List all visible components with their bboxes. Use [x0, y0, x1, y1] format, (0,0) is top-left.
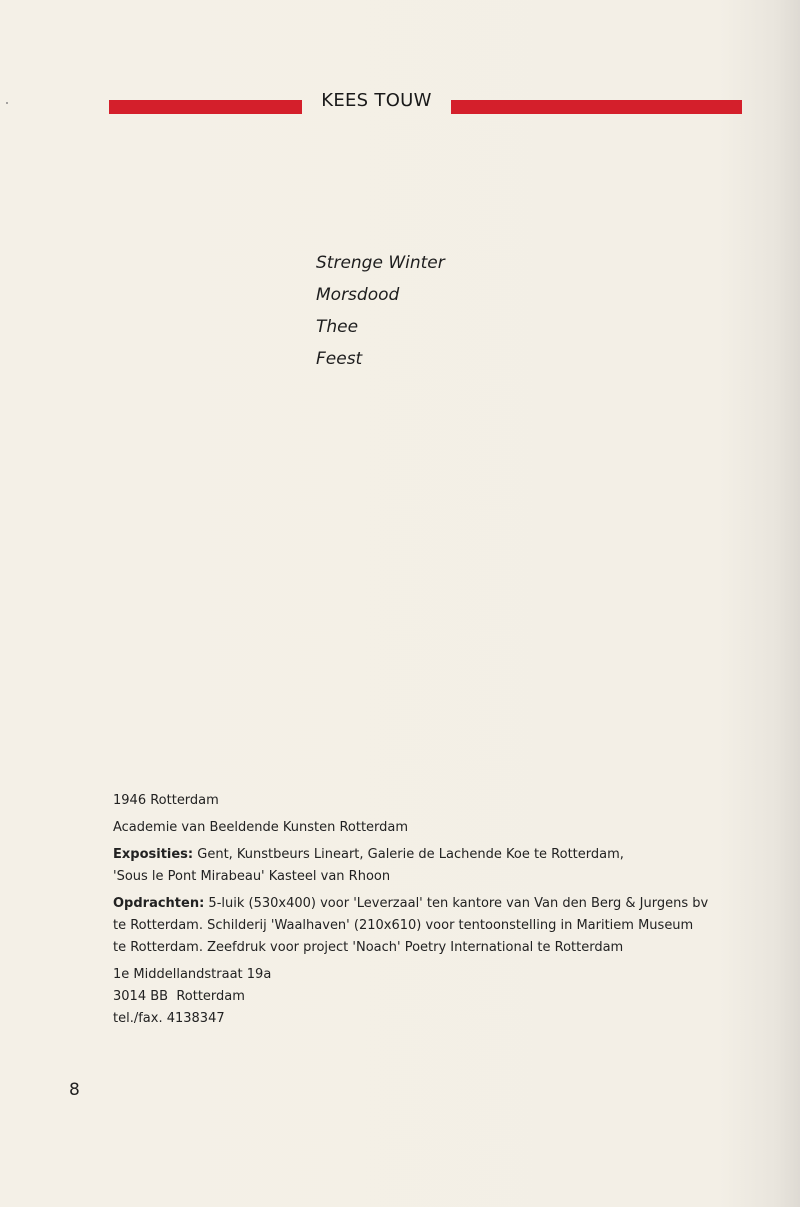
address-phone: tel./fax. 4138347 [113, 1011, 225, 1026]
commissions-text-line1: 5-luik (530x400) voor 'Leverzaal' ten kantore van Van den Berg & Jurgens bv [204, 896, 709, 911]
address-city: 3014 BB Rotterdam [113, 989, 245, 1004]
artist-bio [113, 790, 753, 1035]
exhibitions-text-line1: Gent, Kunstbeurs Lineart, Galerie de Lachende Koe te Rotterdam, [193, 847, 624, 862]
address-street: 1e Middellandstraat 19a [113, 967, 272, 982]
poem-title: Thee [316, 317, 359, 337]
exhibitions-label: Exposities: [113, 847, 194, 862]
header-bar-left [109, 100, 302, 114]
commissions-label: Opdrachten: [113, 896, 205, 911]
exhibitions-text-line2: 'Sous le Pont Mirabeau' Kasteel van Rhoon [113, 869, 391, 884]
poem-title: Strenge Winter [316, 253, 445, 273]
address-block [113, 964, 753, 1030]
artist-name-heading: KEES TOUW [321, 90, 432, 111]
poem-list [316, 247, 445, 375]
birth-info: 1946 Rotterdam [113, 793, 219, 808]
commissions-section [113, 893, 753, 959]
exhibitions-section [113, 844, 753, 888]
commissions-text-line2: te Rotterdam. Schilderij 'Waalhaven' (210x610) voor tentoonstelling in Maritiem Museum [113, 918, 694, 933]
education-info: Academie van Beeldende Kunsten Rotterdam [113, 820, 409, 835]
header-bar-right [451, 100, 742, 114]
commissions-text-line3: te Rotterdam. Zeefdruk voor project 'Noach' Poetry International te Rotterdam [113, 940, 624, 955]
page-number: 8 [69, 1080, 80, 1100]
poem-title: Feest [316, 349, 363, 369]
speck [6, 102, 8, 104]
poem-title: Morsdood [316, 285, 400, 305]
